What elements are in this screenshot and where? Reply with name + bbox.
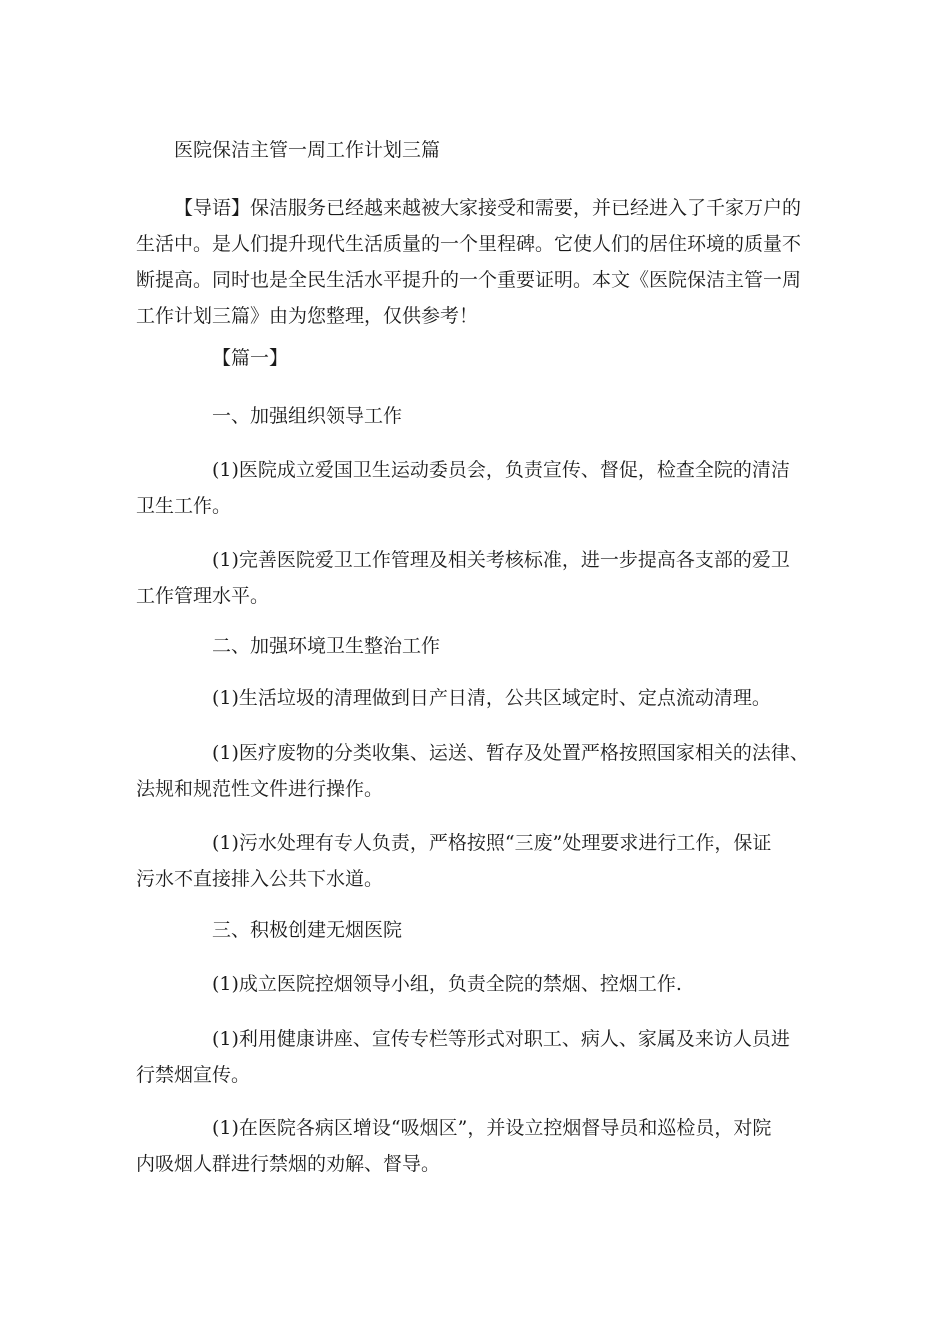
list-item [136,825,816,897]
list-item-line: 行禁烟宣传。 [136,1064,251,1086]
list-item-line: (1)在医院各病区增设“吸烟区”，并设立控烟督导员和巡检员，对院 [212,1117,772,1139]
section-heading-text: 二、加强环境卫生整治工作 [212,635,441,657]
list-item [136,1021,816,1093]
section-heading-text: 三、积极创建无烟医院 [212,919,403,941]
list-item-line: 卫生工作。 [136,495,232,517]
section-heading-1 [136,398,816,434]
section-heading-2 [136,628,816,664]
list-item-line: (1)医院成立爱国卫生运动委员会，负责宣传、督促，检查全院的清洁 [212,459,790,481]
list-item [136,735,816,807]
intro-line: 【导语】保洁服务已经越来越被大家接受和需要，并已经进入了千家万户的 [174,197,802,219]
list-item-line: (1)生活垃圾的清理做到日产日清，公共区域定时、定点流动清理。 [212,687,771,709]
intro-line: 工作计划三篇》由为您整理，仅供参考！ [136,305,479,327]
list-item-line: 污水不直接排入公共下水道。 [136,868,384,890]
list-item [136,542,816,614]
list-item-line: (1)医疗废物的分类收集、运送、暂存及处置严格按照国家相关的法律、 [212,742,809,764]
list-item-line: 工作管理水平。 [136,585,270,607]
intro-line: 生活中。是人们提升现代生活质量的一个里程碑。它使人们的居住环境的质量不 [136,233,802,255]
list-item-line: (1)污水处理有专人负责，严格按照“三废”处理要求进行工作，保证 [212,832,772,854]
section-heading-text: 一、加强组织领导工作 [212,405,403,427]
document-title: 医院保洁主管一周工作计划三篇 [174,139,441,161]
list-item-line: (1)利用健康讲座、宣传专栏等形式对职工、病人、家属及来访人员进 [212,1028,790,1050]
list-item-line: 内吸烟人群进行禁烟的劝解、督导。 [136,1153,441,1175]
list-item-line: (1)成立医院控烟领导小组，负责全院的禁烟、控烟工作. [212,973,682,995]
list-item [136,680,816,716]
list-item [136,1110,816,1182]
list-item-line: 法规和规范性文件进行操作。 [136,778,384,800]
list-item [136,966,816,1002]
intro-paragraph [136,190,816,334]
part-label: 【篇一】 [212,347,289,369]
intro-line: 断提高。同时也是全民生活水平提升的一个重要证明。本文《医院保洁主管一周 [136,269,802,291]
list-item [136,452,816,524]
list-item-line: (1)完善医院爱卫工作管理及相关考核标准，进一步提高各支部的爱卫 [212,549,790,571]
section-heading-3 [136,912,816,948]
